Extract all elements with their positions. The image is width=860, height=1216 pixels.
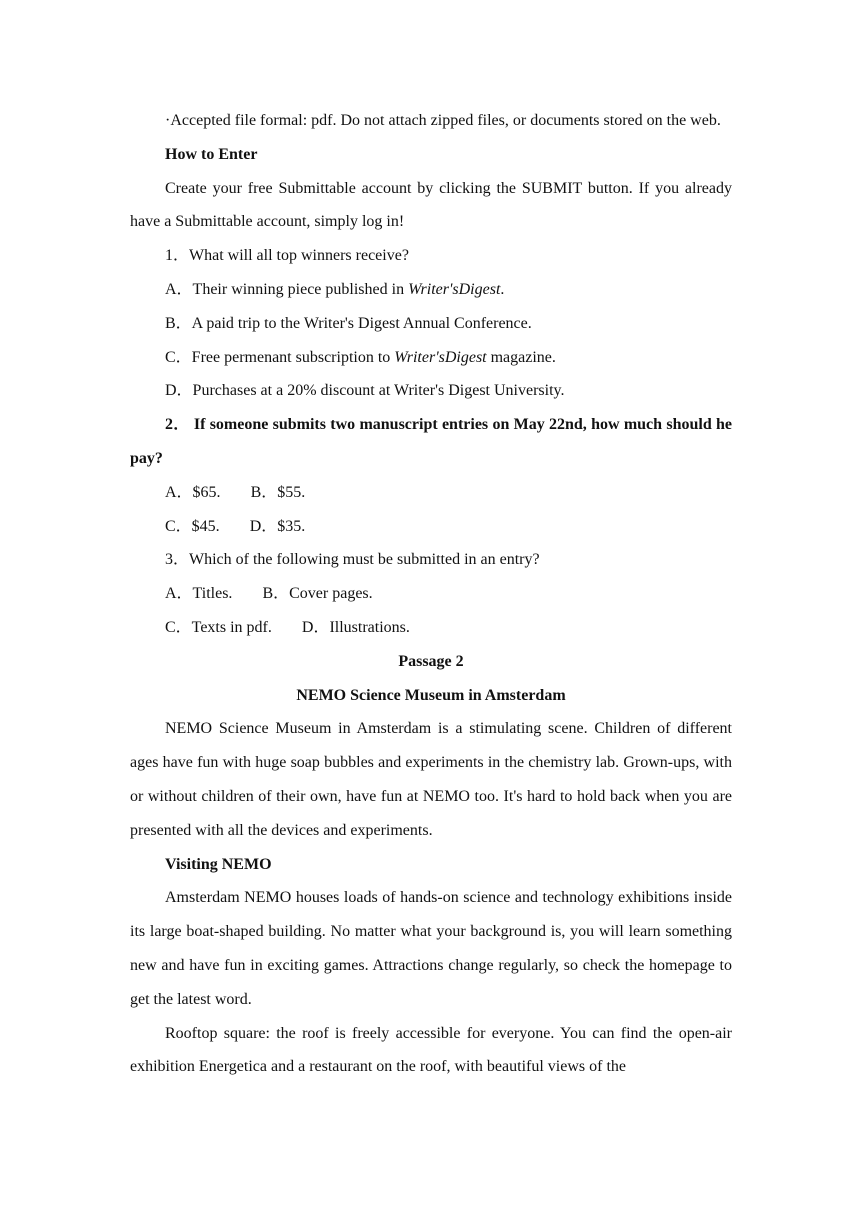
question-1-option-b: B．A paid trip to the Writer's Digest Annual Conference. bbox=[165, 314, 532, 332]
passage-2-label: Passage 2 bbox=[398, 652, 464, 670]
file-format-note: ·Accepted file formal: pdf. Do not attach zipped files, or documents stored on the web. bbox=[165, 112, 721, 129]
question-1-stem: 1．What will all top winners receive? bbox=[165, 247, 409, 265]
question-3-option-b: B．Cover pages. bbox=[262, 585, 373, 603]
passage-2-paragraph-3: Rooftop square: the roof is freely accessible for everyone. You can find the open-air exhibition Energetica and a restaurant on the roof, with beautiful views of the bbox=[130, 1024, 732, 1076]
question-3-options-ab bbox=[130, 577, 732, 611]
document-page bbox=[130, 104, 732, 1084]
option-text: A．Their winning piece published in bbox=[165, 280, 409, 298]
visiting-nemo-heading: Visiting NEMO bbox=[165, 855, 272, 873]
option-italic-title: Writer'sDigest bbox=[408, 280, 501, 298]
question-3-option-a: A．Titles. bbox=[165, 585, 233, 603]
question-2-stem: 2． If someone submits two manuscript entries on May 22nd, how much should he pay? bbox=[130, 416, 733, 467]
question-3-stem: 3．Which of the following must be submitted in an entry? bbox=[165, 551, 540, 569]
option-text: C．Free permenant subscription to bbox=[165, 348, 395, 366]
option-text-end: . bbox=[500, 280, 505, 298]
question-2-options-ab bbox=[130, 476, 732, 510]
question-3-option-c: C．Texts in pdf. bbox=[165, 618, 272, 636]
passage-2-paragraph-1: NEMO Science Museum in Amsterdam is a stimulating scene. Children of different ages have fun with huge soap bubbles and experiments in the chemistry lab. Grown-ups, with or without children of their own, have fun at NEMO too. It's hard to hold back when you are presented with all the devices and experiments. bbox=[130, 720, 732, 839]
question-2-option-a: A．$65. bbox=[165, 483, 221, 501]
question-2-option-b: B．$55. bbox=[250, 483, 306, 501]
question-3-options-cd bbox=[130, 611, 732, 645]
question-1-option-c bbox=[130, 341, 732, 375]
question-1-option-d: D．Purchases at a 20% discount at Writer's Digest University. bbox=[165, 382, 565, 400]
question-2-option-d: D．$35. bbox=[249, 517, 306, 535]
question-3-option-d: D．Illustrations. bbox=[301, 618, 410, 636]
how-to-enter-heading: How to Enter bbox=[165, 145, 258, 163]
how-to-enter-text: Create your free Submittable account by clicking the SUBMIT button. If you already have a Submittable account, simply log in! bbox=[130, 179, 732, 231]
question-2-option-c: C．$45. bbox=[165, 517, 220, 535]
question-2-options-cd bbox=[130, 510, 732, 544]
option-italic-title: Writer'sDigest bbox=[394, 348, 487, 366]
passage-2-paragraph-2: Amsterdam NEMO houses loads of hands-on science and technology exhibitions inside its large boat-shaped building. No matter what your background is, you will learn something new and have fun in exciting games. Attractions change regularly, so check the homepage to get the latest word. bbox=[130, 889, 732, 1008]
option-text-end: magazine. bbox=[486, 348, 556, 366]
passage-2-title: NEMO Science Museum in Amsterdam bbox=[296, 686, 566, 704]
question-1-option-a bbox=[130, 273, 732, 307]
